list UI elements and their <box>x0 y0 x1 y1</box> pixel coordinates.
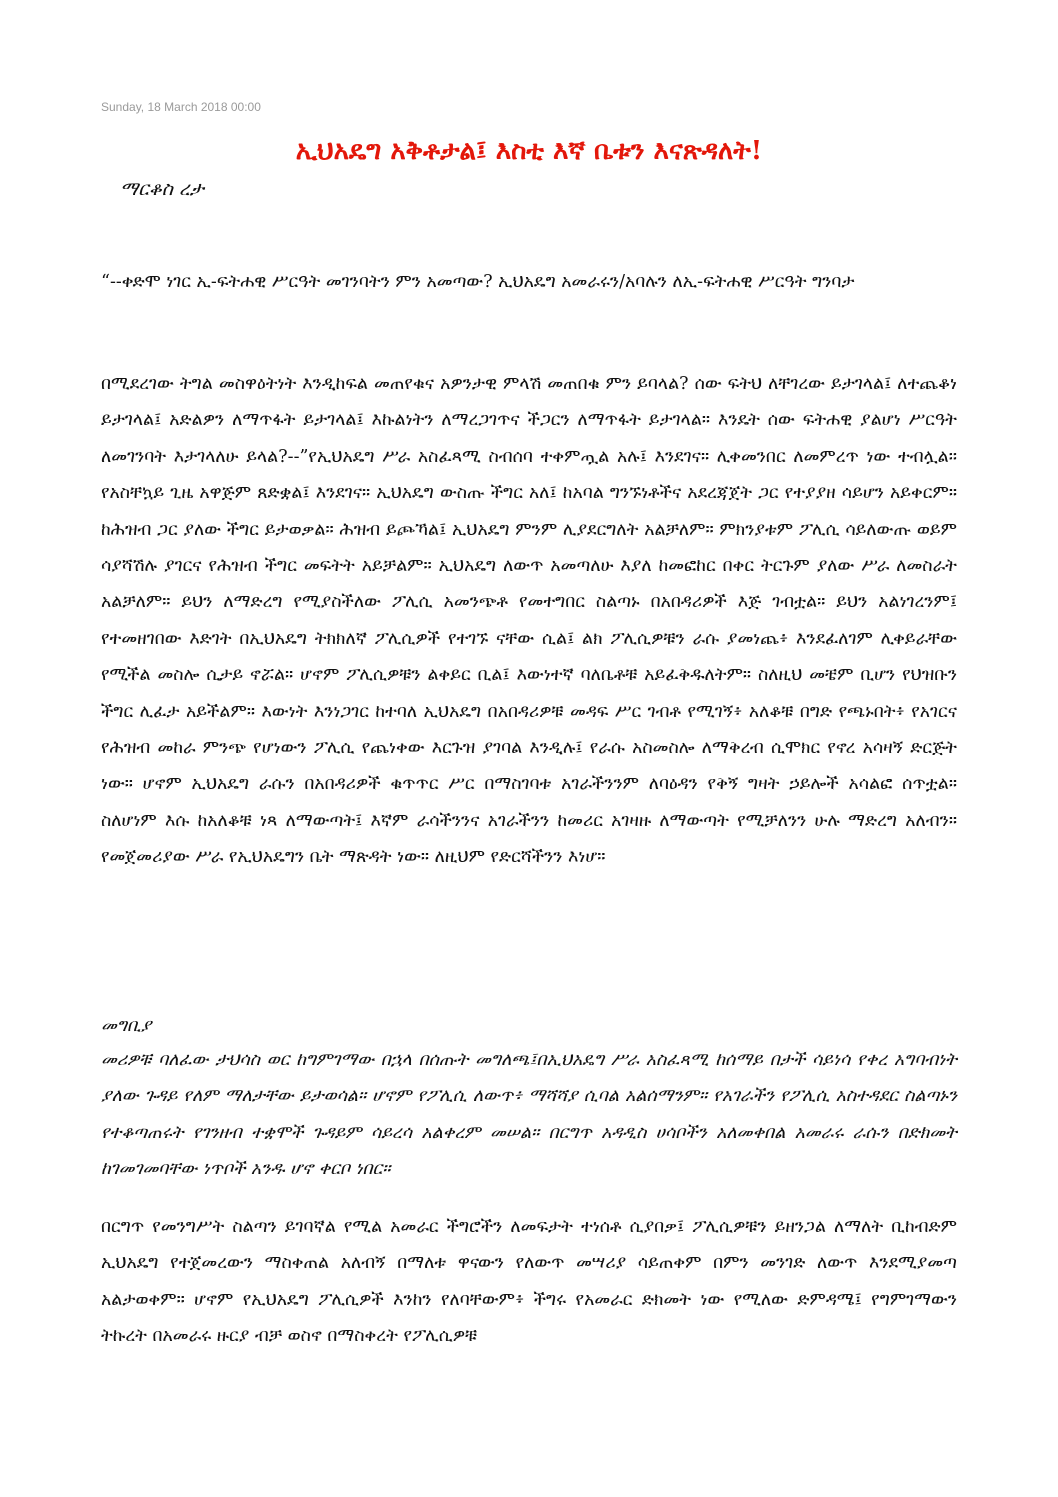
body-paragraph-2 <box>101 1042 957 1188</box>
intro-quote-text: “--ቀድሞ ነገር ኢ-ፍትሐዊ ሥርዓት መገንባትን ምን አመጣው? ኢህአዴግ አመራሩን/አባሉን ለኢ-ፍትሐዊ ሥርዓት ግንባታ <box>101 272 855 292</box>
intro-quote <box>101 264 957 300</box>
body-paragraph-3-text: በርግጥ የመንግሥት ስልጣን ይገባኛል የሚል አመራር ችግሮችን ለመፍታት ተነሰቶ ሲያበቃ፤ ፖሊሲዎቹን ይዘንጋል ለማለት ቢከብድም ኢህአዴግ የተጀመረውን ማስቀጠል አለብኝ በማለቱ ዋናውን የለውጥ መሣሪያ ሳይጠቀም በምን መንገድ ለውጥ እንደሚያመጣ አልታወቀም። ሆኖም የኢህአዴግ ፖሊሲዎች እንከን የለባቸውም፥ ችግሩ የአመራር ድክመት ነው የሚለው ድምዳሜ፤ የግምገማውን ትኩረት በአመራሩ ዙርያ ብቻ ወስኖ በማስቀረት የፖሊሲዎቹ <box>101 1217 957 1347</box>
author-name: ማርቆስ ረታ <box>120 178 204 200</box>
body-paragraph-1 <box>101 366 957 876</box>
body-paragraph-3 <box>101 1209 957 1355</box>
body-paragraph-2-text: መሪዎቹ ባለፈው ታህሳስ ወር ከግምገማው በኋላ በሰጡት መግለጫ፤በኢህአዴግ ሥራ አስፈጻሚ ከሰማይ በታች ሳይነሳ የቀረ አግባብነት ያለው ጉዳይ የለም ማለታቸው ይታወሳል። ሆኖም የፖሊሲ ለውጥ፥ ማሻሻያ ሲባል አልሰማንም። የአገራችን የፖሊሲ አስተዳደር ስልጣኑን የተቆጣጠሩት የገንዘብ ተቋሞች ጉዳይም ሳይረሳ አልቀረም መሠል። በርግጥ አዳዲስ ሀሳቦችን አለመቀበል አመራሩ ራሱን በድክመት ከገመገመባቸው ነጥቦች አንዱ ሆኖ ቀርቦ ነበር። <box>101 1050 957 1180</box>
publication-date: Sunday, 18 March 2018 00:00 <box>101 100 261 114</box>
body-paragraph-1-text: በሚደረገው ትግል መስዋዕትነት እንዲከፍል መጠየቁና አዎንታዊ ምላሽ መጠበቁ ምን ይባላል? ሰው ፍትህ ለቸገረው ይታገላል፤ ለተጨቆነ ይታገላል፤ አድልዎን ለማጥፋት ይታገላል፤ እኩልነትን ለማረጋገጥና ችጋርን ለማጥፋት ይታገላል። እንዴት ሰው ፍትሐዊ ያልሆነ ሥርዓት ለመገንባት እታገላለሁ ይላል?--”የኢህአዴግ ሥራ አስፈጻሚ ስብሰባ ተቀምጧል አሉ፤ እንደገና። ሊቀመንበር ለመምረጥ ነው ተብሏል፡፡ የአስቸኳይ ጊዜ አዋጅም ጸድቋል፤ እንደገና። ኢህአዴግ ውስጡ ችግር አለ፤ ከአባል ግንኙነቶችና አደረጃጀት ጋር የተያያዘ ሳይሆን አይቀርም። ከሕዝብ ጋር ያለው ችግር ይታወቃል። ሕዝብ ይጮኻል፤ ኢህአዴግ ምንም ሊያደርግለት አልቻለም። ምክንያቱም ፖሊሲ ሳይለውጡ ወይም ሳያሻሽሉ ያገርና የሕዝብ ችግር መፍትት አይቻልም። ኢህአዴግ ለውጥ አመጣለሁ እያለ ከመፎከር በቀር ትርጉም ያለው ሥራ ለመስራት አልቻለም። ይህን ለማድረግ የሚያስችለው ፖሊሲ አመንጭቶ የመተግበር ስልጣኑ በአበዳሪዎች እጅ ገብቷል። ይህን አልነገረንም፤ የተመዘገበው እድገት በኢህአዴግ ትክክለኛ ፖሊሲዎች የተገኙ ናቸው ሲል፤ ልክ ፖሊሲዎቹን ራሱ ያመነጨ፥ እንደፈለገም ሊቀይራቸው የሚችል መስሎ ሲታይ ኖሯል። ሆኖም ፖሊሲዎቹን ልቀይር ቢል፤ እውነተኛ ባለቤቶቹ አይፈቅዱለትም። ስለዚህ መቼም ቢሆን የህዝቡን ችግር ሊፈታ አይችልም። እውነት እንነጋገር ከተባለ ኢህአዴግ በአበዳሪዎቹ መዳፍ ሥር ገብቶ የሚገኝ፥ አለቆቹ በግድ የጫኑበት፥ የአገርና የሕዝብ መከራ ምንጭ የሆነውን ፖሊሲ የጨነቀው እርጉዝ ያገባል እንዲሉ፤ የራሱ አስመስሎ ለማቅረብ ሲሞክር የኖረ አሳዛኝ ድርጅት ነው። ሆኖም ኢህአዴግ ራሱን በአበዳሪዎች ቁጥጥር ሥር በማስገባቱ አገራችንንም ለባዕዳን የቅኝ ግዛት ኃይሎች አሳልፎ ሰጥቷል። ስለሆነም እሱ ከአለቆቹ ነጻ ለማውጣት፤ እኛም ራሳችንንና አገራችንን ከመሪር አገዛዙ ለማውጣት የሚቻለንን ሁሉ ማድረግ አለብን። የመጀመሪያው ሥራ የኢህአዴግን ቤት ማጽዳት ነው። ለዚህም የድርሻችንን እነሆ። <box>101 374 957 868</box>
article-title: ኢህአዴግ አቅቶታል፤ እስቲ እኛ ቤቱን እናጽዳለት! <box>295 136 763 166</box>
section-heading: መግቢያ <box>101 1016 152 1036</box>
